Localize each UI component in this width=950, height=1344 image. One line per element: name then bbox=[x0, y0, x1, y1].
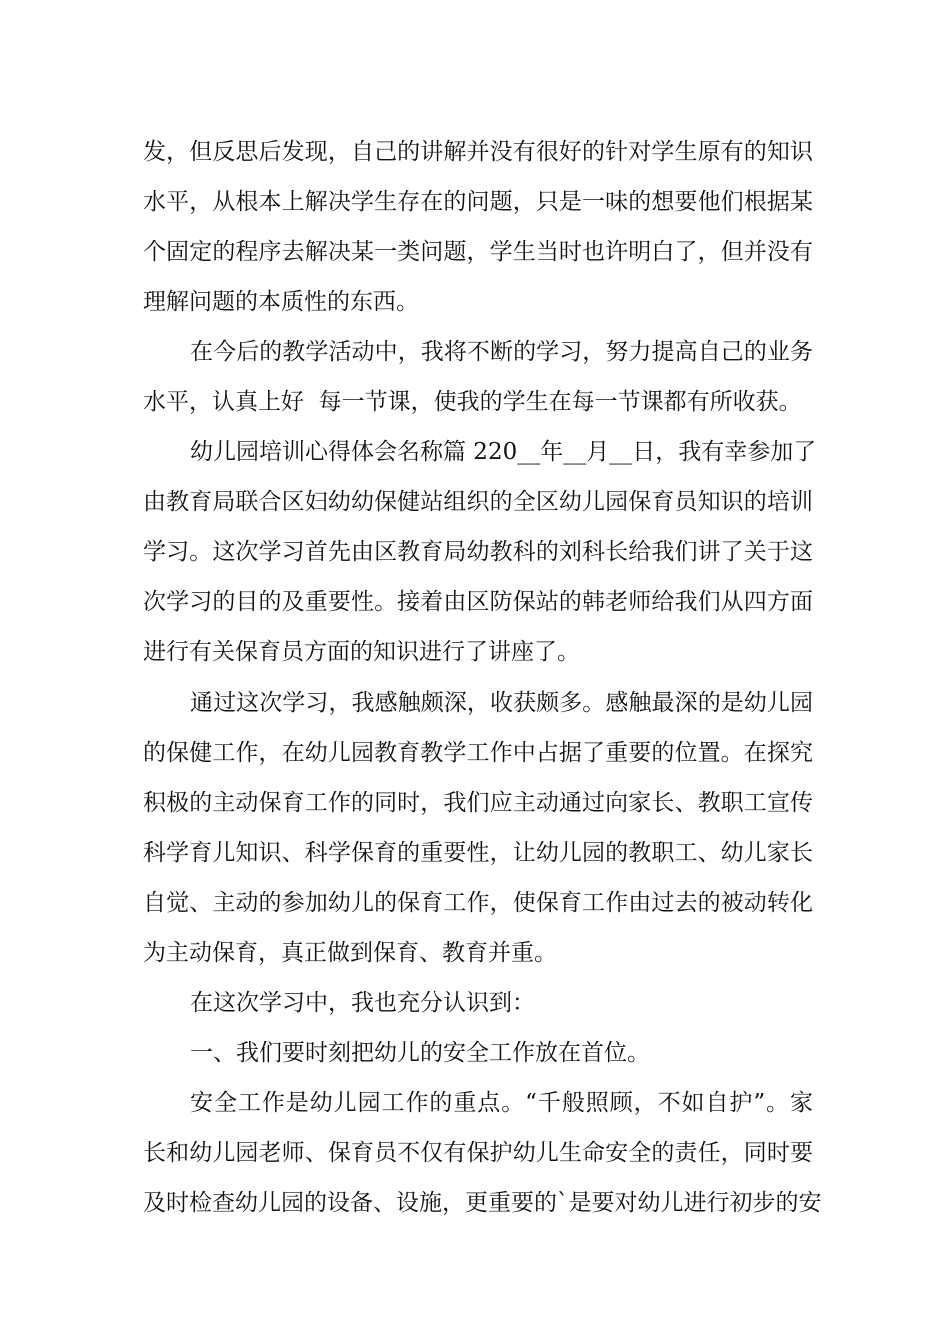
text-line: 水平，从根本上解决学生存在的问题，只是一味的想要他们根据某 bbox=[143, 189, 813, 215]
text-line: 由教育局联合区妇幼幼保健站组织的全区幼儿园保育员知识的培训 bbox=[143, 489, 813, 515]
text-line: 长和幼儿园老师、保育员不仅有保护幼儿生命安全的责任，同时要 bbox=[143, 1140, 813, 1166]
text-line: 通过这次学习，我感触颇深，收获颇多。感触最深的是幼儿园 bbox=[190, 690, 813, 716]
text-line: 进行有关保育员方面的知识进行了讲座了。 bbox=[143, 639, 580, 665]
text-line: 为主动保育，真正做到保育、教育并重。 bbox=[143, 940, 557, 966]
text-line: 个固定的程序去解决某一类问题，学生当时也许明白了，但并没有 bbox=[143, 239, 813, 265]
text-line: 一、我们要时刻把幼儿的安全工作放在首位。 bbox=[190, 1040, 650, 1066]
text-line: 的保健工作，在幼儿园教育教学工作中占据了重要的位置。在探究 bbox=[143, 740, 813, 766]
text-line: 幼儿园培训心得体会名称篇 220__年__月__日，我有幸参加了 bbox=[190, 439, 817, 465]
text-line: 及时检查幼儿园的设备、设施，更重要的`是要对幼儿进行初步的安 bbox=[143, 1190, 822, 1216]
text-line: 自觉、主动的参加幼儿的保育工作，使保育工作由过去的被动转化 bbox=[143, 890, 813, 916]
text-line: 安全工作是幼儿园工作的重点。“千般照顾，不如自护”。家 bbox=[190, 1090, 813, 1116]
text-line: 在这次学习中，我也充分认识到： bbox=[190, 990, 535, 1016]
text-line: 理解问题的本质性的东西。 bbox=[143, 289, 419, 315]
text-line: 科学育儿知识、科学保育的重要性，让幼儿园的教职工、幼儿家长 bbox=[143, 840, 813, 866]
text-line: 水平，认真上好 每一节课，使我的学生在每一节课都有所收获。 bbox=[143, 389, 802, 415]
text-line: 在今后的教学活动中，我将不断的学习，努力提高自己的业务 bbox=[190, 339, 813, 365]
text-line: 发，但反思后发现，自己的讲解并没有很好的针对学生原有的知识 bbox=[143, 139, 813, 165]
text-line: 学习。这次学习首先由区教育局幼教科的刘科长给我们讲了关于这 bbox=[143, 539, 813, 565]
text-line: 次学习的目的及重要性。接着由区防保站的韩老师给我们从四方面 bbox=[143, 589, 813, 615]
text-line: 积极的主动保育工作的同时，我们应主动通过向家长、教职工宣传 bbox=[143, 790, 813, 816]
